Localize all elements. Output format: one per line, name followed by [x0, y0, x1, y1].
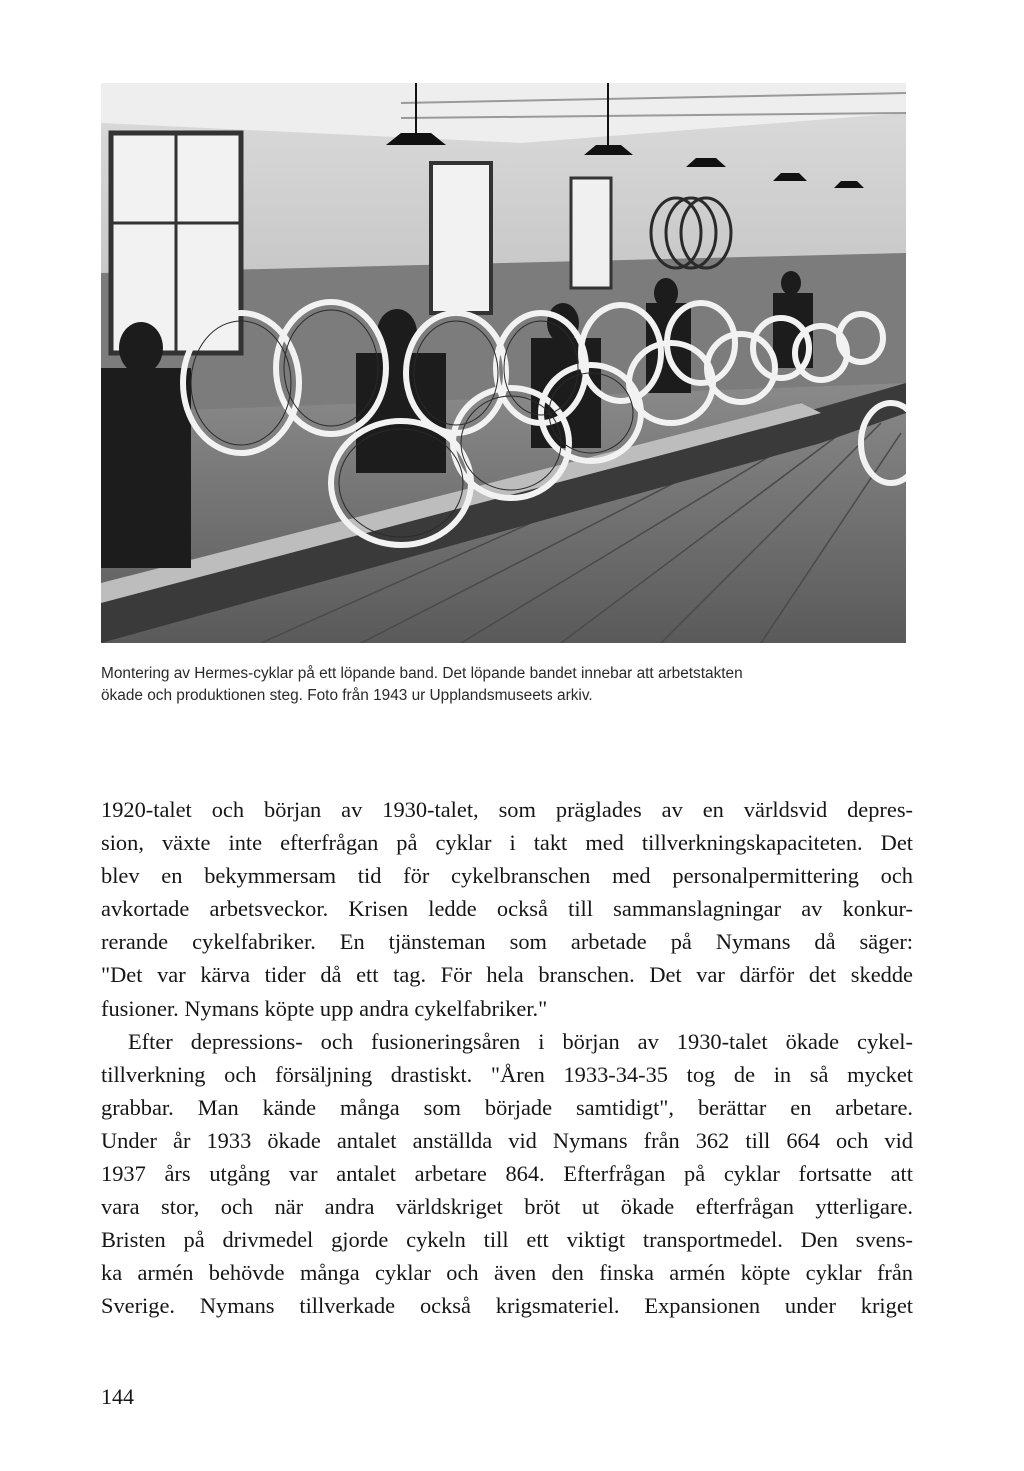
body-line: rerande cykelfabriker. En tjänsteman som arbetade på Nymans då säger: — [101, 929, 913, 955]
body-line: blev en bekymmersam tid för cykelbranschen med personalpermittering och — [101, 863, 913, 889]
body-line: Under år 1933 ökade antalet anställda vid Nymans från 362 till 664 och vid — [101, 1127, 913, 1153]
body-line: Efter depressions- och fusioneringsåren i början av 1930-talet ökade cykel- — [128, 1028, 913, 1054]
body-line: "Det var kärva tider då ett tag. För hela branschen. Det var därför det skedde — [101, 962, 913, 988]
body-line: Sverige. Nymans tillverkade också krigsmateriel. Expansionen under kriget — [101, 1293, 913, 1319]
body-line: 1937 års utgång var antalet arbetare 864. Efterfrågan på cyklar fortsatte att — [101, 1161, 913, 1187]
body-line: Bristen på drivmedel gjorde cykeln till ett viktigt transportmedel. Den svens- — [101, 1227, 913, 1253]
factory-photo-image — [101, 83, 906, 643]
body-line: 1920-talet och början av 1930-talet, som präglades av en världsvid depres- — [101, 797, 913, 822]
page-number: 144 — [101, 1384, 134, 1409]
body-line: ka armén behövde många cyklar och även den finska armén köpte cyklar från — [101, 1260, 913, 1286]
caption-line: ökade och produktionen steg. Foto från 1943 ur Upplandsmuseets arkiv. — [101, 687, 593, 704]
body-line: vara stor, och när andra världskriget bröt ut ökade efterfrågan ytterligare. — [101, 1194, 913, 1220]
body-text — [101, 793, 913, 1323]
photo-caption — [101, 663, 921, 707]
body-line: grabbar. Man kände många som började samtidigt", berättar en arbetare. — [101, 1094, 913, 1120]
factory-photograph — [101, 83, 906, 643]
body-line: tillverkning och försäljning drastiskt. "Åren 1933-34-35 tog de in så mycket — [101, 1061, 913, 1087]
body-line: fusioner. Nymans köpte upp andra cykelfabriker." — [101, 995, 548, 1021]
body-line: avkortade arbetsveckor. Krisen ledde också till sammanslagningar av konkur- — [101, 896, 913, 922]
caption-line: Montering av Hermes-cyklar på ett löpande band. Det löpande bandet innebar att arbetstakten — [101, 665, 743, 682]
body-line: sion, växte inte efterfrågan på cyklar i takt med tillverkningskapaciteten. Det — [101, 830, 913, 856]
